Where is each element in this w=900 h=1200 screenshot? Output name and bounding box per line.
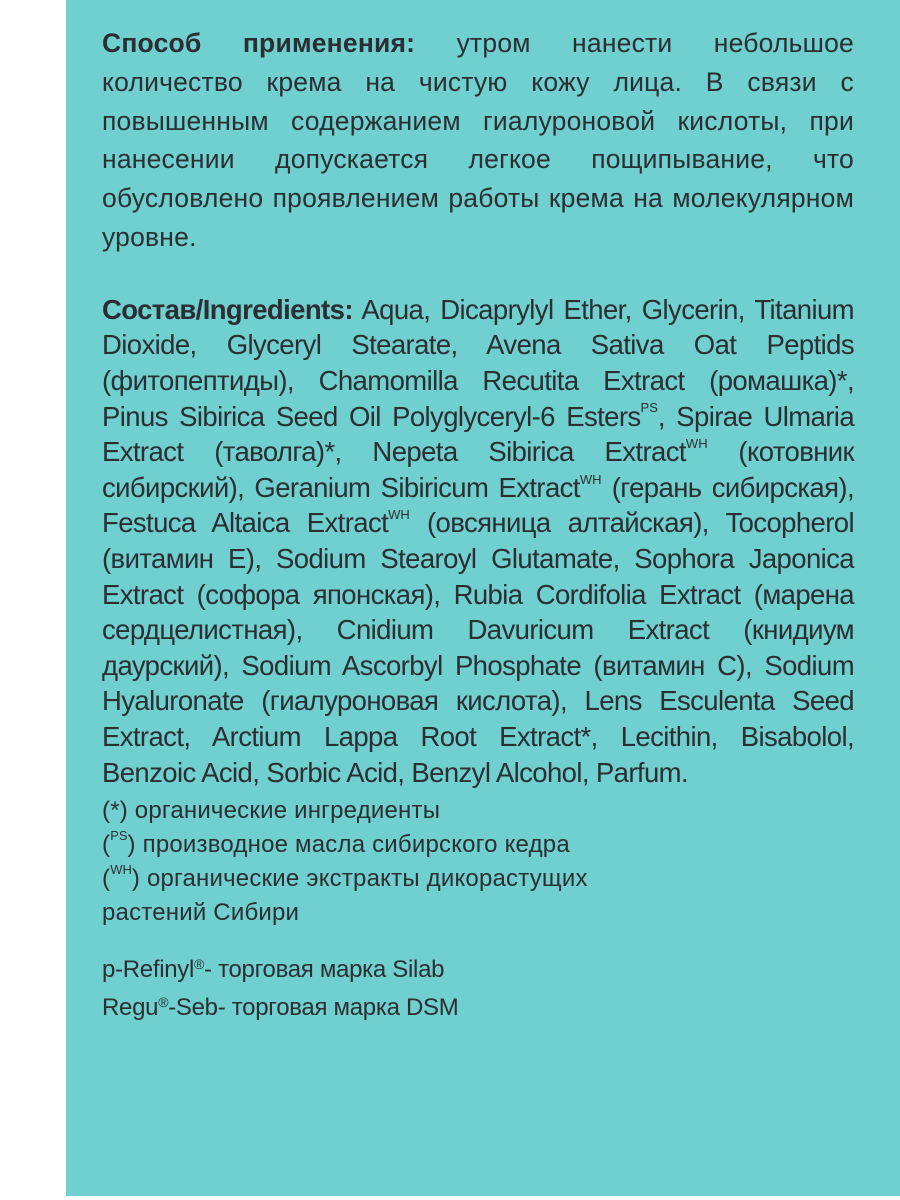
footnote-ps <box>102 828 854 862</box>
ingredients-text-part: (овсяница алтайская), Tocopherol (витамин E), Sodium Stearoyl Glutamate, Sophora Japonica Extract (софора японская), Rubia Cordifolia Extract (марена сердцелистная), Cnidium Davuricum Extract (книдиум даурский), Sodium Ascorbyl Phosphate (витамин C), Sodium Hyaluronate (гиалуроновая кислота), Lens Esculenta Seed Extract, Arctium Lappa Root Extract*, Lecithin, Bisabolol, Benzoic Acid, Sorbic Acid, Benzyl Alcohol, Parfum. <box>102 507 854 788</box>
footnote-ps-text: производное масла сибирского кедра <box>135 831 570 859</box>
footnote-wh <box>102 862 854 896</box>
footnote-asterisk-mark: (*) <box>102 797 128 825</box>
footnote-asterisk-text: органические ингредиенты <box>127 797 441 825</box>
ingredients-text-part: , Spirae Ulmaria Extract (таволга)*, Nepeta Sibirica Extract <box>102 400 855 468</box>
footnote-wh-continuation: растений Сибири <box>102 899 300 927</box>
paren-open: ( <box>102 831 111 859</box>
footnotes <box>102 794 854 930</box>
trademark-reguseb <box>102 990 854 1028</box>
trademarks <box>102 952 854 1028</box>
wh-superscript: WH <box>685 436 708 451</box>
footnote-ps-mark: PS <box>110 828 128 844</box>
usage-label: Способ применения: <box>102 28 416 58</box>
registered-icon: ® <box>158 994 169 1011</box>
paren-close: ) <box>131 865 141 893</box>
paren-open: ( <box>102 865 111 893</box>
trademark-reguseb-owner: -Seb- торговая марка DSM <box>168 994 459 1022</box>
usage-text: утром нанести небольшое количество крема на чистую кожу лица. В связи с повышенным содержанием гиалуроновой кислоты, при нанесении допускается легкое пощипывание, что обусловлено проявлением работы крема на молекулярном уровне. <box>102 28 854 252</box>
trademark-refinyl <box>102 952 854 990</box>
trademark-reguseb-name: Regu <box>102 994 159 1022</box>
ingredients-text-part: Aqua, Dicaprylyl Ether, Glycerin, Titanium Dioxide, Glyceryl Stearate, Avena Sativa Oat Peptids (фитопептиды), Chamomilla Recutita Extract (ромашка)*, Pinus Sibirica Seed Oil Polyglyceryl-6 Esters <box>102 293 854 432</box>
wh-superscript: WH <box>579 471 602 487</box>
info-panel <box>66 0 900 1196</box>
trademark-refinyl-name: p-Refinyl <box>102 956 194 984</box>
ingredients-label: Состав/Ingredients: <box>102 293 353 325</box>
ingredients-text-part: (котовник сибирский), Geranium Sibiricum Extract <box>102 436 854 503</box>
footnote-organic <box>102 794 854 828</box>
ps-superscript: PS <box>640 400 658 416</box>
ingredients-text-part: (герань сибирская), Festuca Altaica Extract <box>102 471 854 539</box>
footnote-wh-text: органические экстракты дикорастущих <box>140 865 588 893</box>
registered-icon: ® <box>194 956 205 973</box>
footnote-wh-mark: WH <box>110 862 132 878</box>
ingredients-paragraph <box>102 292 854 790</box>
paren-close: ) <box>127 831 136 859</box>
trademark-refinyl-owner: - торговая марка Silab <box>204 956 445 984</box>
wh-superscript: WH <box>388 507 410 523</box>
usage-paragraph <box>102 24 854 257</box>
